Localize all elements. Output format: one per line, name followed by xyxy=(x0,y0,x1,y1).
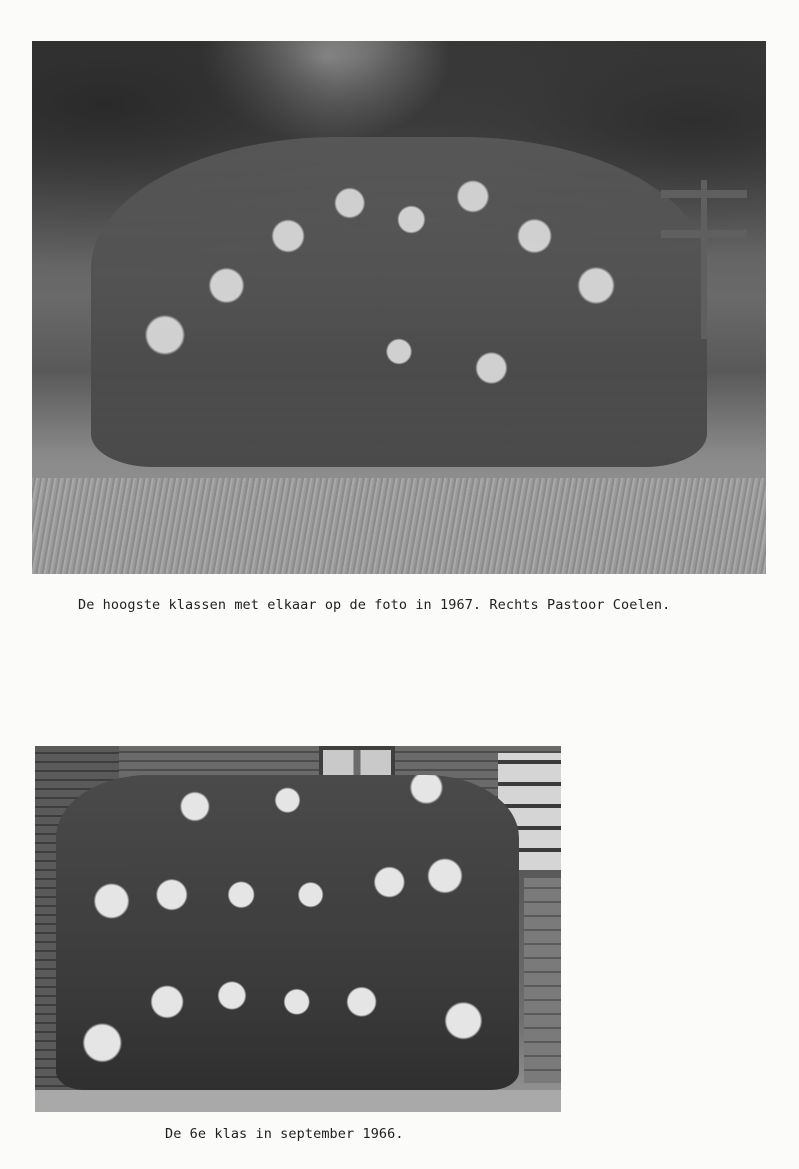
photo-caption-1967: De hoogste klassen met elkaar op de foto in 1967. Rechts Pastoor Coelen. xyxy=(78,597,671,613)
pavement xyxy=(35,1090,561,1112)
grass-field xyxy=(32,478,766,574)
wooden-cross xyxy=(701,180,707,340)
stone-steps xyxy=(524,878,561,1083)
pupils-group xyxy=(56,775,519,1090)
pupils-group xyxy=(91,137,708,467)
class-photo-1966 xyxy=(35,746,561,1112)
group-photo-1967 xyxy=(32,41,766,574)
photo-caption-1966: De 6e klas in september 1966. xyxy=(165,1126,404,1142)
